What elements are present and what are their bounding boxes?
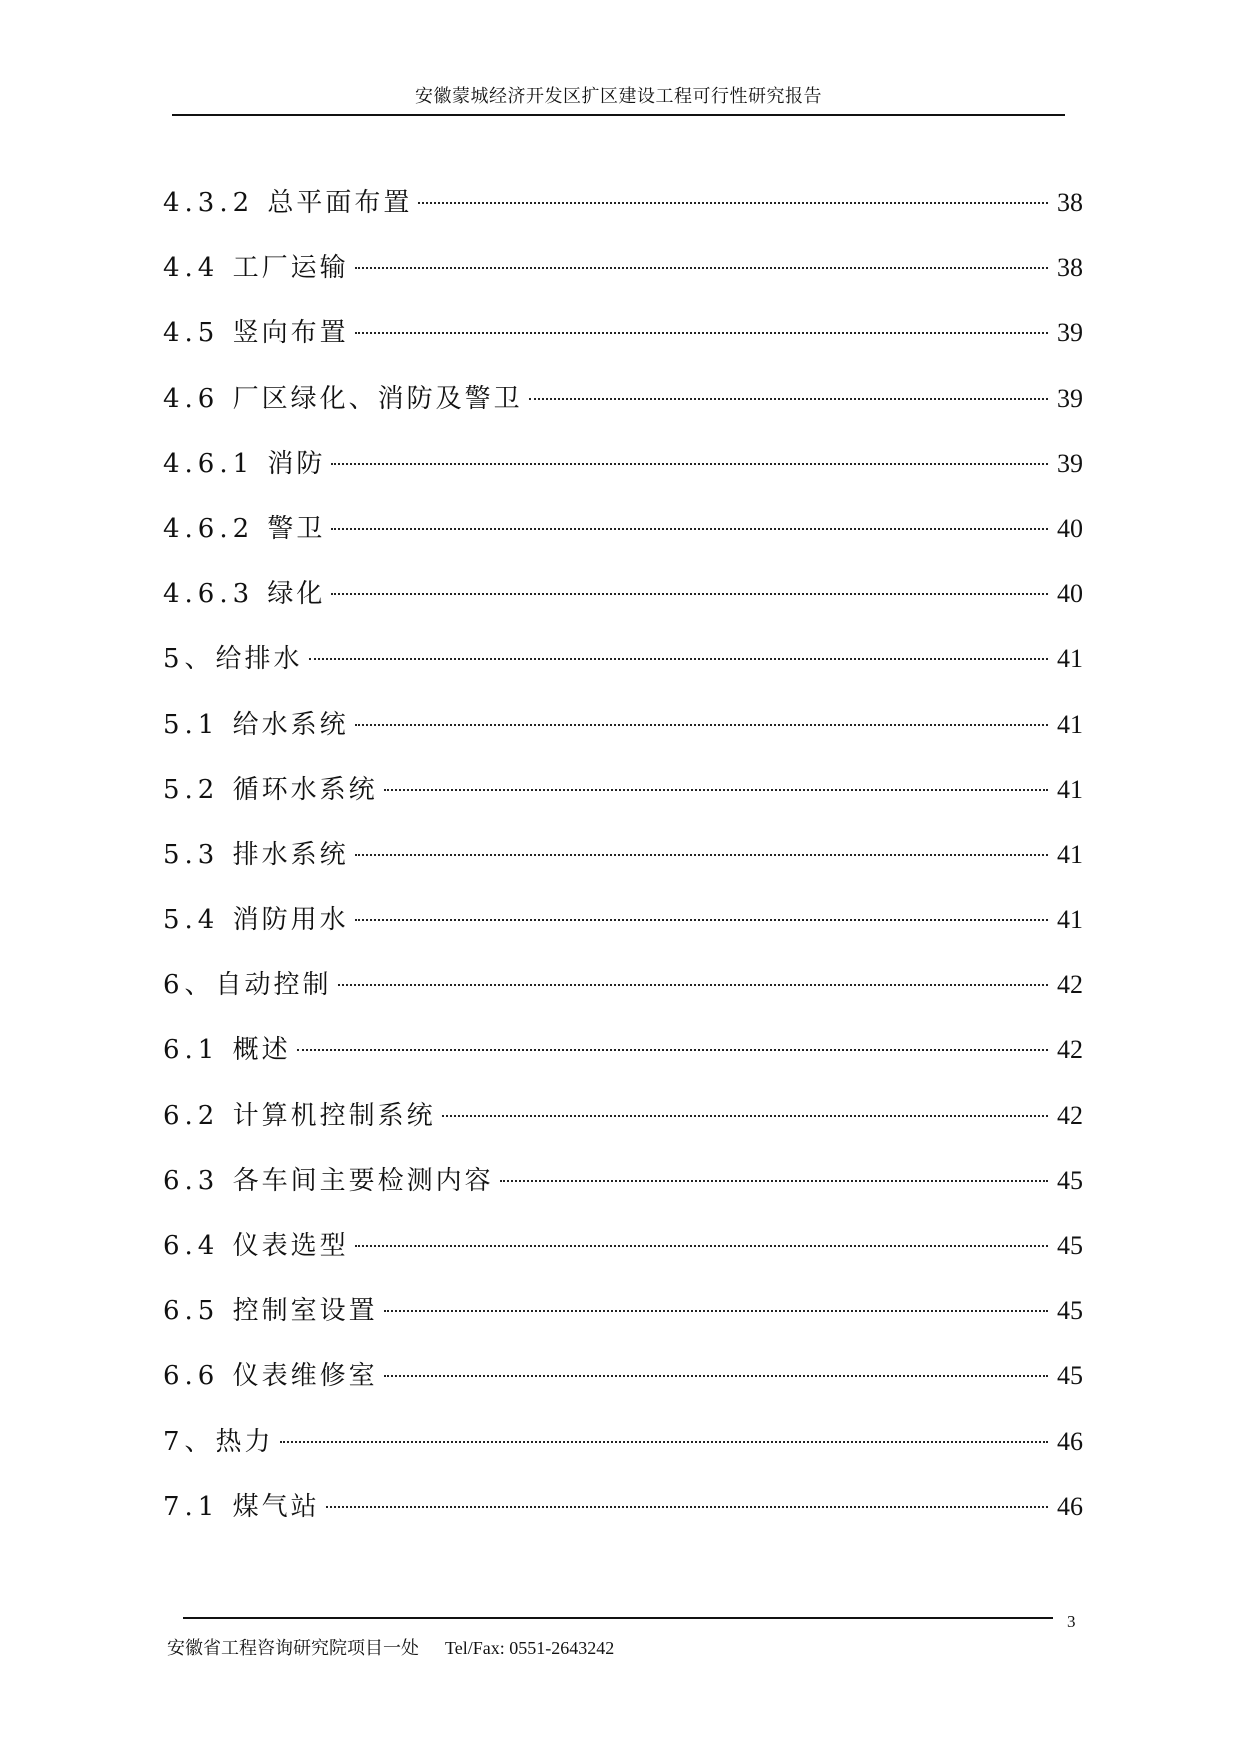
toc-entry-page: 45	[1057, 1231, 1083, 1260]
toc-entry-page: 42	[1057, 970, 1083, 1000]
toc-entry[interactable]	[163, 511, 1083, 576]
toc-entry[interactable]	[163, 1098, 1083, 1163]
toc-entry-title: 竖向布置	[232, 318, 349, 349]
footer-contact: Tel/Fax: 0551-2643242	[445, 1638, 615, 1658]
dot-leader	[355, 724, 1048, 726]
toc-entry[interactable]	[163, 1424, 1083, 1489]
toc-entry-title: 热力	[215, 1426, 274, 1457]
toc-entry-title: 仪表维修室	[232, 1361, 378, 1392]
toc-entry-number: 5、	[163, 644, 216, 675]
toc-entry-number: 6.1	[163, 1035, 233, 1066]
dot-leader	[355, 332, 1048, 334]
dot-leader	[529, 398, 1048, 400]
toc-entry-title: 计算机控制系统	[232, 1100, 436, 1131]
toc-entry-title: 概述	[232, 1035, 291, 1066]
toc-entry-number: 4.4	[163, 253, 233, 284]
page-number: 3	[1067, 1612, 1076, 1631]
toc-entry[interactable]	[163, 185, 1083, 250]
toc-entry-page: 39	[1057, 383, 1083, 413]
dot-leader	[331, 463, 1048, 465]
toc-entry-page: 40	[1057, 513, 1083, 543]
toc-entry[interactable]	[163, 902, 1083, 967]
toc-entry[interactable]	[163, 1293, 1083, 1358]
dot-leader	[355, 1245, 1048, 1247]
toc-entry-title: 各车间主要检测内容	[232, 1165, 494, 1196]
footer-rule	[183, 1617, 1053, 1619]
toc-entry-title: 警卫	[267, 513, 326, 544]
dot-leader	[384, 1310, 1048, 1312]
dot-leader	[384, 789, 1048, 791]
toc-entry[interactable]	[163, 250, 1083, 315]
dot-leader	[355, 854, 1048, 856]
toc-entry[interactable]	[163, 576, 1083, 641]
toc-entry-number: 6.6	[163, 1361, 233, 1392]
toc-entry-number: 6.2	[163, 1100, 233, 1131]
toc-entry-title: 消防用水	[232, 905, 349, 936]
dot-leader	[355, 267, 1048, 269]
toc-entry-title: 总平面布置	[267, 188, 413, 218]
toc-entry-title: 绿化	[267, 579, 326, 610]
toc-entry-number: 6、	[163, 970, 216, 1001]
dot-leader	[297, 1049, 1048, 1051]
dot-leader	[384, 1375, 1048, 1377]
toc-entry-title: 控制室设置	[232, 1296, 378, 1327]
toc-entry[interactable]	[163, 1163, 1083, 1228]
toc-entry-page: 40	[1057, 579, 1083, 609]
toc-entry[interactable]	[163, 1358, 1083, 1423]
toc-entry[interactable]	[163, 772, 1083, 837]
toc-entry[interactable]	[163, 315, 1083, 380]
toc-entry[interactable]	[163, 1489, 1083, 1554]
toc-entry-page: 39	[1057, 448, 1083, 478]
toc-entry[interactable]	[163, 967, 1083, 1032]
toc-entry-number: 5.4	[163, 905, 233, 936]
toc-entry-title: 排水系统	[232, 839, 349, 870]
toc-entry-page: 41	[1057, 774, 1083, 804]
toc-entry-number: 5.3	[163, 839, 233, 870]
dot-leader	[309, 658, 1048, 660]
toc-entry-number: 5.1	[163, 709, 233, 740]
toc-entry-page: 42	[1057, 1100, 1083, 1130]
toc-entry-title: 消防	[267, 448, 326, 479]
document-title: 安徽蒙城经济开发区扩区建设工程可行性研究报告	[415, 86, 822, 107]
page-footer	[167, 1637, 614, 1660]
dot-leader	[326, 1506, 1048, 1508]
toc-entry[interactable]	[163, 641, 1083, 706]
toc-entry-number: 7.1	[163, 1491, 233, 1522]
footer-organization: 安徽省工程咨询研究院项目一处	[167, 1638, 419, 1659]
dot-leader	[355, 919, 1048, 921]
toc-entry-page: 38	[1057, 188, 1083, 217]
toc-entry-number: 6.3	[163, 1165, 233, 1196]
dot-leader	[442, 1115, 1048, 1117]
dot-leader	[418, 202, 1048, 204]
toc-entry-number: 6.5	[163, 1296, 233, 1327]
toc-entry-number: 5.2	[163, 774, 233, 805]
toc-entry[interactable]	[163, 707, 1083, 772]
toc-entry-number: 4.6.2	[163, 513, 268, 544]
toc-entry-title: 厂区绿化、消防及警卫	[232, 383, 523, 414]
toc-entry-page: 45	[1057, 1165, 1083, 1195]
dot-leader	[331, 528, 1048, 530]
dot-leader	[500, 1180, 1048, 1182]
toc-entry-page: 46	[1057, 1426, 1083, 1456]
toc-entry[interactable]	[163, 381, 1083, 446]
toc-entry-title: 仪表选型	[232, 1231, 349, 1261]
toc-entry-title: 自动控制	[215, 970, 332, 1001]
toc-entry-number: 4.6.1	[163, 448, 268, 479]
toc-entry-title: 给排水	[215, 644, 303, 675]
page-header	[172, 86, 1065, 116]
dot-leader	[338, 984, 1048, 986]
toc-entry[interactable]	[163, 446, 1083, 511]
table-of-contents	[163, 185, 1083, 1554]
toc-entry-number: 4.3.2	[163, 188, 268, 218]
toc-entry-page: 39	[1057, 318, 1083, 348]
toc-entry-title: 循环水系统	[232, 774, 378, 805]
toc-entry[interactable]	[163, 837, 1083, 902]
toc-entry-number: 6.4	[163, 1231, 233, 1261]
toc-entry-number: 4.5	[163, 318, 233, 349]
toc-entry-page: 41	[1057, 839, 1083, 869]
toc-entry-title: 工厂运输	[232, 253, 349, 284]
toc-entry-page: 45	[1057, 1361, 1083, 1391]
toc-entry-number: 7、	[163, 1426, 216, 1457]
dot-leader	[280, 1441, 1048, 1443]
toc-entry-page: 45	[1057, 1296, 1083, 1326]
toc-entry[interactable]	[163, 1032, 1083, 1097]
dot-leader	[331, 593, 1048, 595]
toc-entry-page: 46	[1057, 1491, 1083, 1521]
toc-entry-number: 4.6.3	[163, 579, 268, 610]
toc-entry-page: 42	[1057, 1035, 1083, 1065]
toc-entry-number: 4.6	[163, 383, 233, 414]
toc-entry-title: 煤气站	[232, 1491, 320, 1522]
toc-entry-page: 41	[1057, 644, 1083, 674]
toc-entry-page: 41	[1057, 709, 1083, 739]
toc-entry-page: 41	[1057, 905, 1083, 935]
toc-entry[interactable]	[163, 1228, 1083, 1293]
toc-entry-title: 给水系统	[232, 709, 349, 740]
toc-entry-page: 38	[1057, 253, 1083, 283]
